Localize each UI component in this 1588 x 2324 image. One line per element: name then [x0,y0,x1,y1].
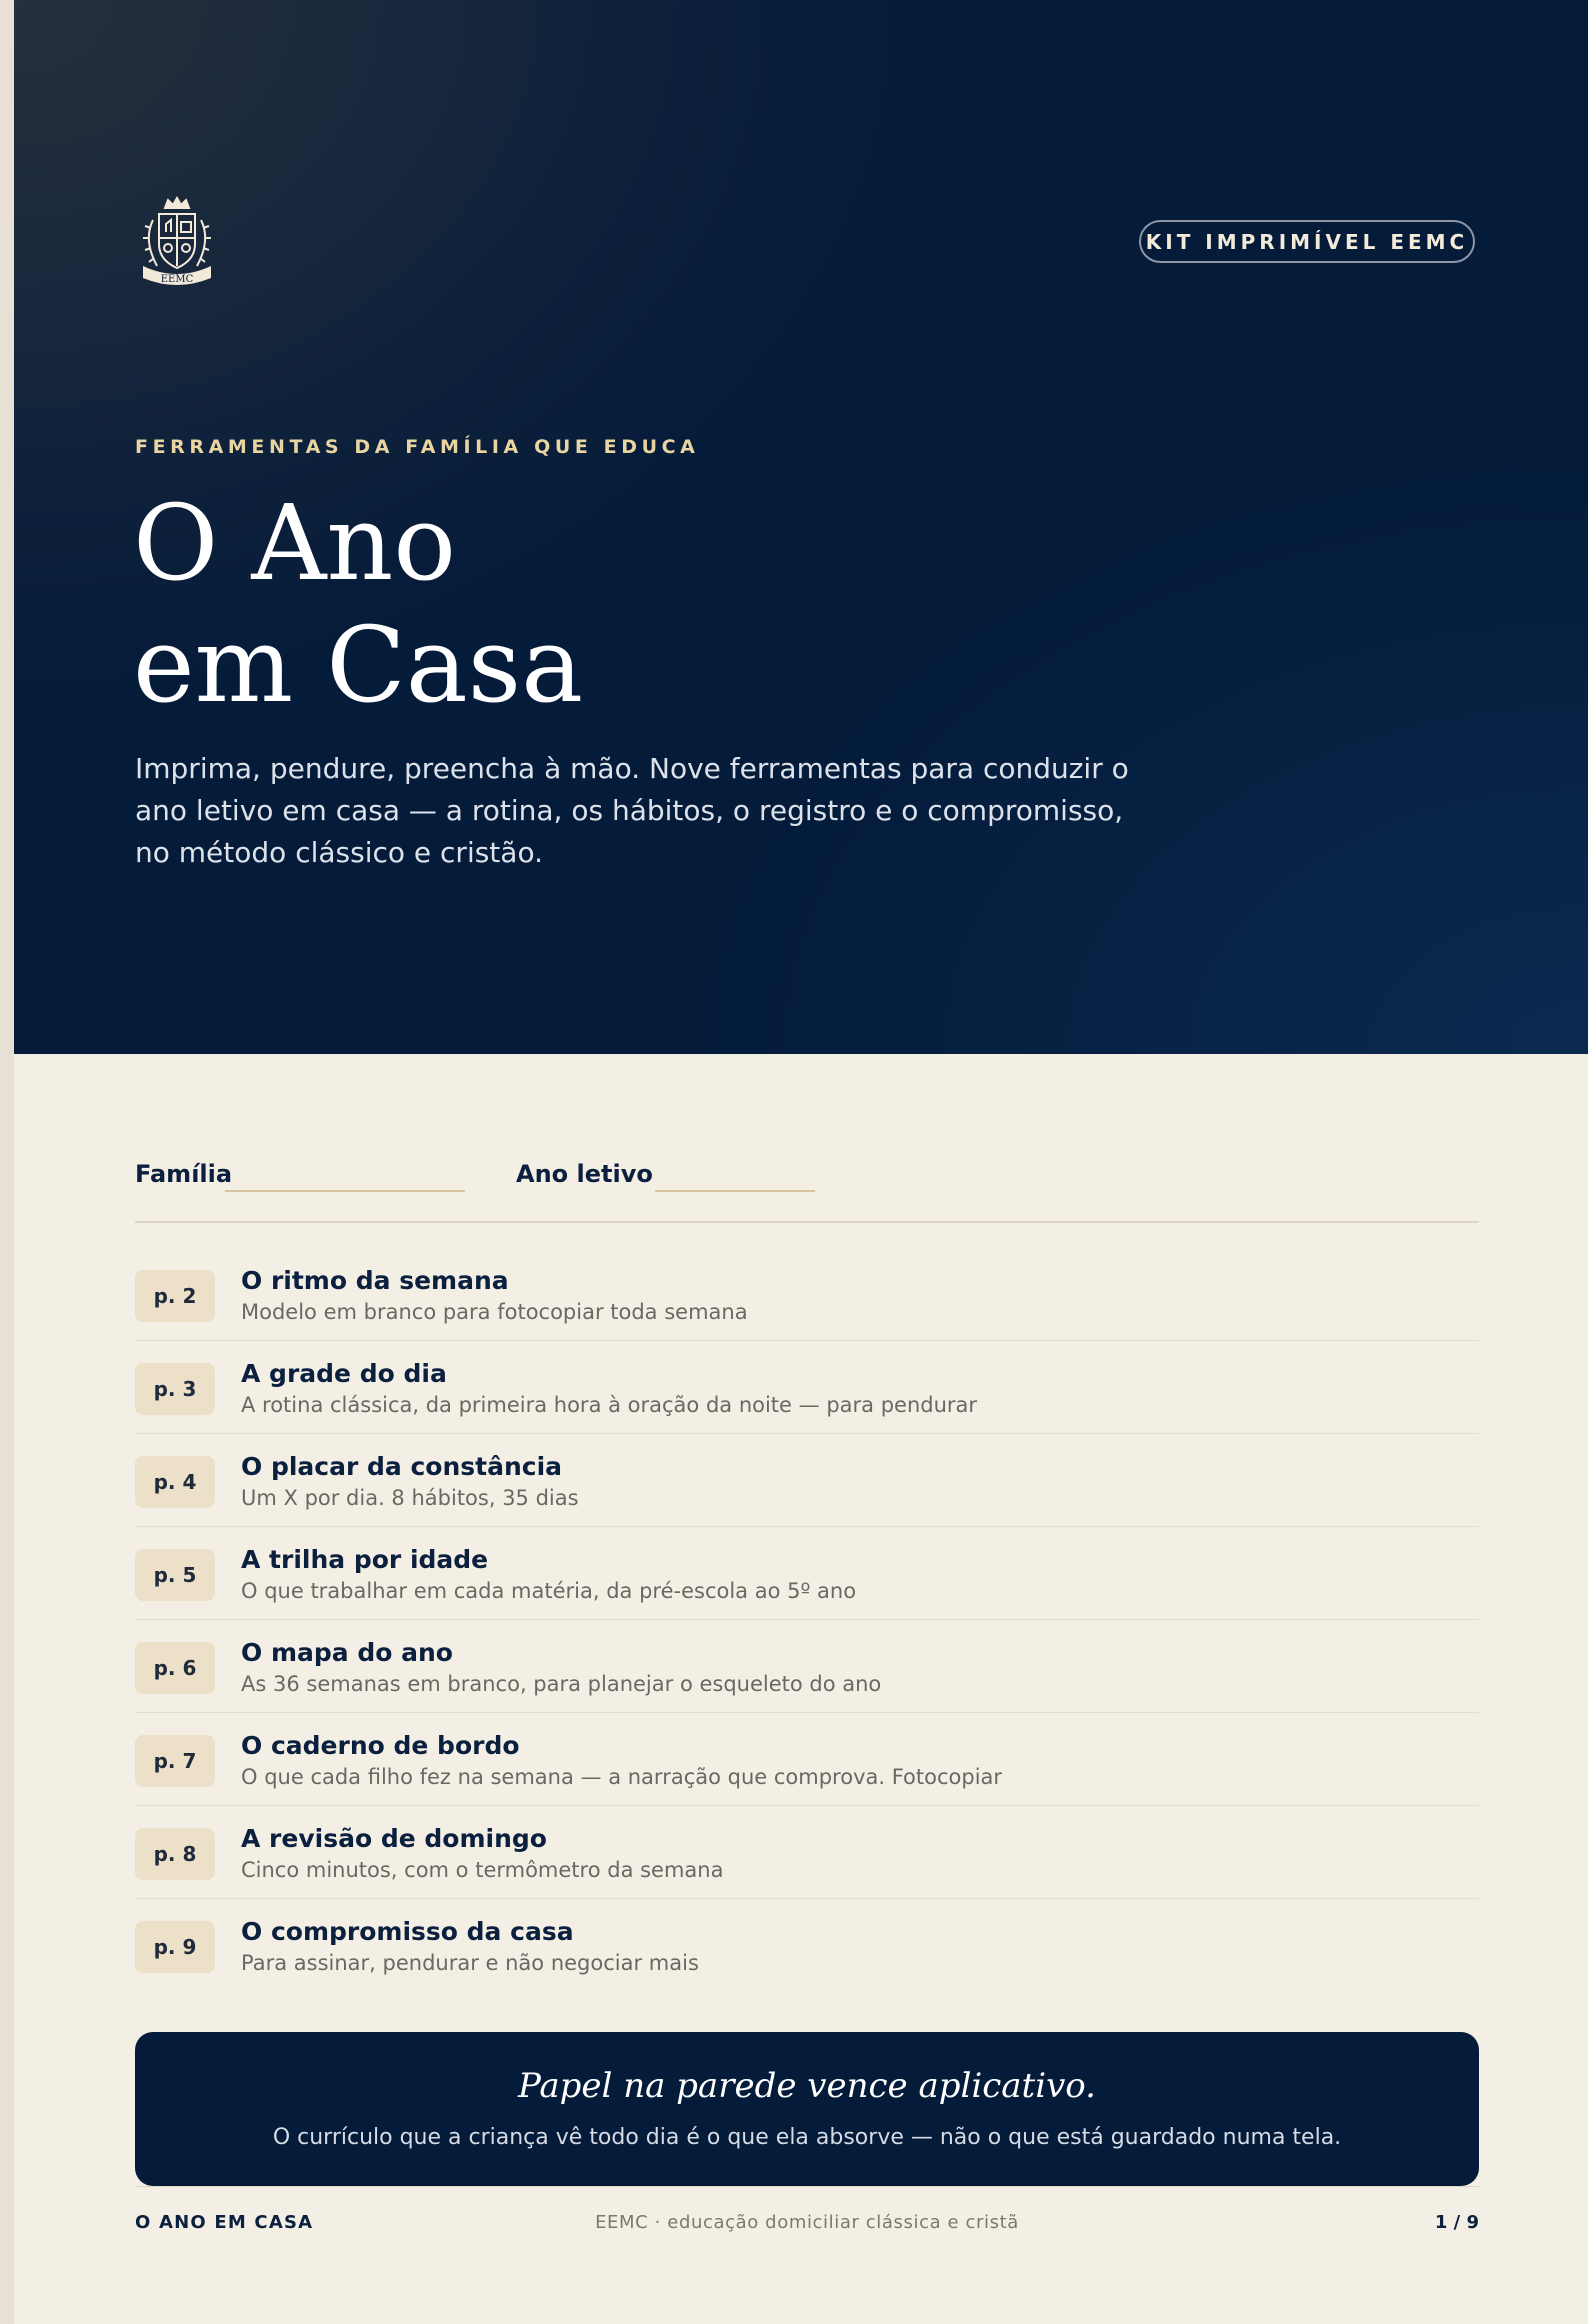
toc-item [135,1341,1479,1434]
crest-logo [135,194,219,290]
toc-item [135,1434,1479,1527]
toc-page-chip: p. 9 [135,1921,215,1973]
toc-item-title: O compromisso da casa [241,1917,574,1946]
toc-page-chip: p. 8 [135,1828,215,1880]
toc-item [135,1806,1479,1899]
toc-item-title: O mapa do ano [241,1638,453,1667]
hero-header [14,0,1588,1054]
table-of-contents [135,1248,1479,1992]
toc-item-description: Um X por dia. 8 hábitos, 35 dias [241,1486,579,1510]
toc-page-chip: p. 3 [135,1363,215,1415]
toc-item [135,1620,1479,1713]
school-year-blank-line [655,1190,815,1192]
callout-quote: Papel na parede vence aplicativo. [518,2066,1096,2106]
school-year-label: Ano letivo [516,1160,653,1188]
toc-item-title: O placar da constância [241,1452,563,1481]
title-line-2: em Casa [133,604,584,726]
toc-item-title: A revisão de domingo [241,1824,547,1853]
toc-item-description: As 36 semanas em branco, para planejar o esqueleto do ano [241,1672,882,1696]
toc-item-description: Modelo em branco para fotocopiar toda semana [241,1300,748,1324]
page [14,0,1588,2324]
toc-item [135,1527,1479,1620]
toc-item-title: A trilha por idade [241,1545,489,1574]
toc-item-description: Para assinar, pendurar e não negociar mais [241,1951,699,1975]
toc-page-chip: p. 6 [135,1642,215,1694]
footer-divider [135,2186,1479,2187]
toc-item-description: O que cada filho fez na semana — a narração que comprova. Fotocopiar [241,1765,1003,1789]
family-blank-line [225,1190,465,1192]
toc-item-title: A grade do dia [241,1359,447,1388]
callout-text: O currículo que a criança vê todo dia é o que ela absorve — não o que está guardado numa tela. [272,2125,1342,2150]
footer-tagline: EEMC · educação domiciliar clássica e cristã [595,2212,1019,2233]
toc-page-chip: p. 5 [135,1549,215,1601]
toc-item-description: Cinco minutos, com o termômetro da semana [241,1858,724,1882]
page-number: 1 / 9 [1434,2212,1479,2233]
footer-title: O ANO EM CASA [135,2212,314,2233]
toc-item-description: O que trabalhar em cada matéria, da pré-escola ao 5º ano [241,1579,857,1603]
toc-item [135,1248,1479,1341]
toc-page-chip: p. 2 [135,1270,215,1322]
toc-page-chip: p. 7 [135,1735,215,1787]
section-divider [135,1221,1479,1223]
toc-item [135,1899,1479,1992]
family-label: Família [135,1160,233,1188]
toc-item-title: O caderno de bordo [241,1731,520,1760]
title-line-1: O Ano [133,482,457,604]
toc-page-chip: p. 4 [135,1456,215,1508]
toc-item-title: O ritmo da semana [241,1266,509,1295]
lede-paragraph: Imprima, pendure, preencha à mão. Nove ferramentas para conduzir o ano letivo em casa — a rotina, os hábitos, o registro e o compromisso, no método clássico e cristão. [135,752,1129,869]
kit-badge: KIT IMPRIMÍVEL EEMC [1139,220,1475,263]
callout-box [135,2032,1479,2186]
page-title [133,482,583,726]
crest-text: EEMC [160,274,194,285]
toc-item-description: A rotina clássica, da primeira hora à oração da noite — para pendurar [241,1393,978,1417]
eyebrow: FERRAMENTAS DA FAMÍLIA QUE EDUCA [135,436,700,458]
footer [135,2212,1479,2236]
toc-item [135,1713,1479,1806]
